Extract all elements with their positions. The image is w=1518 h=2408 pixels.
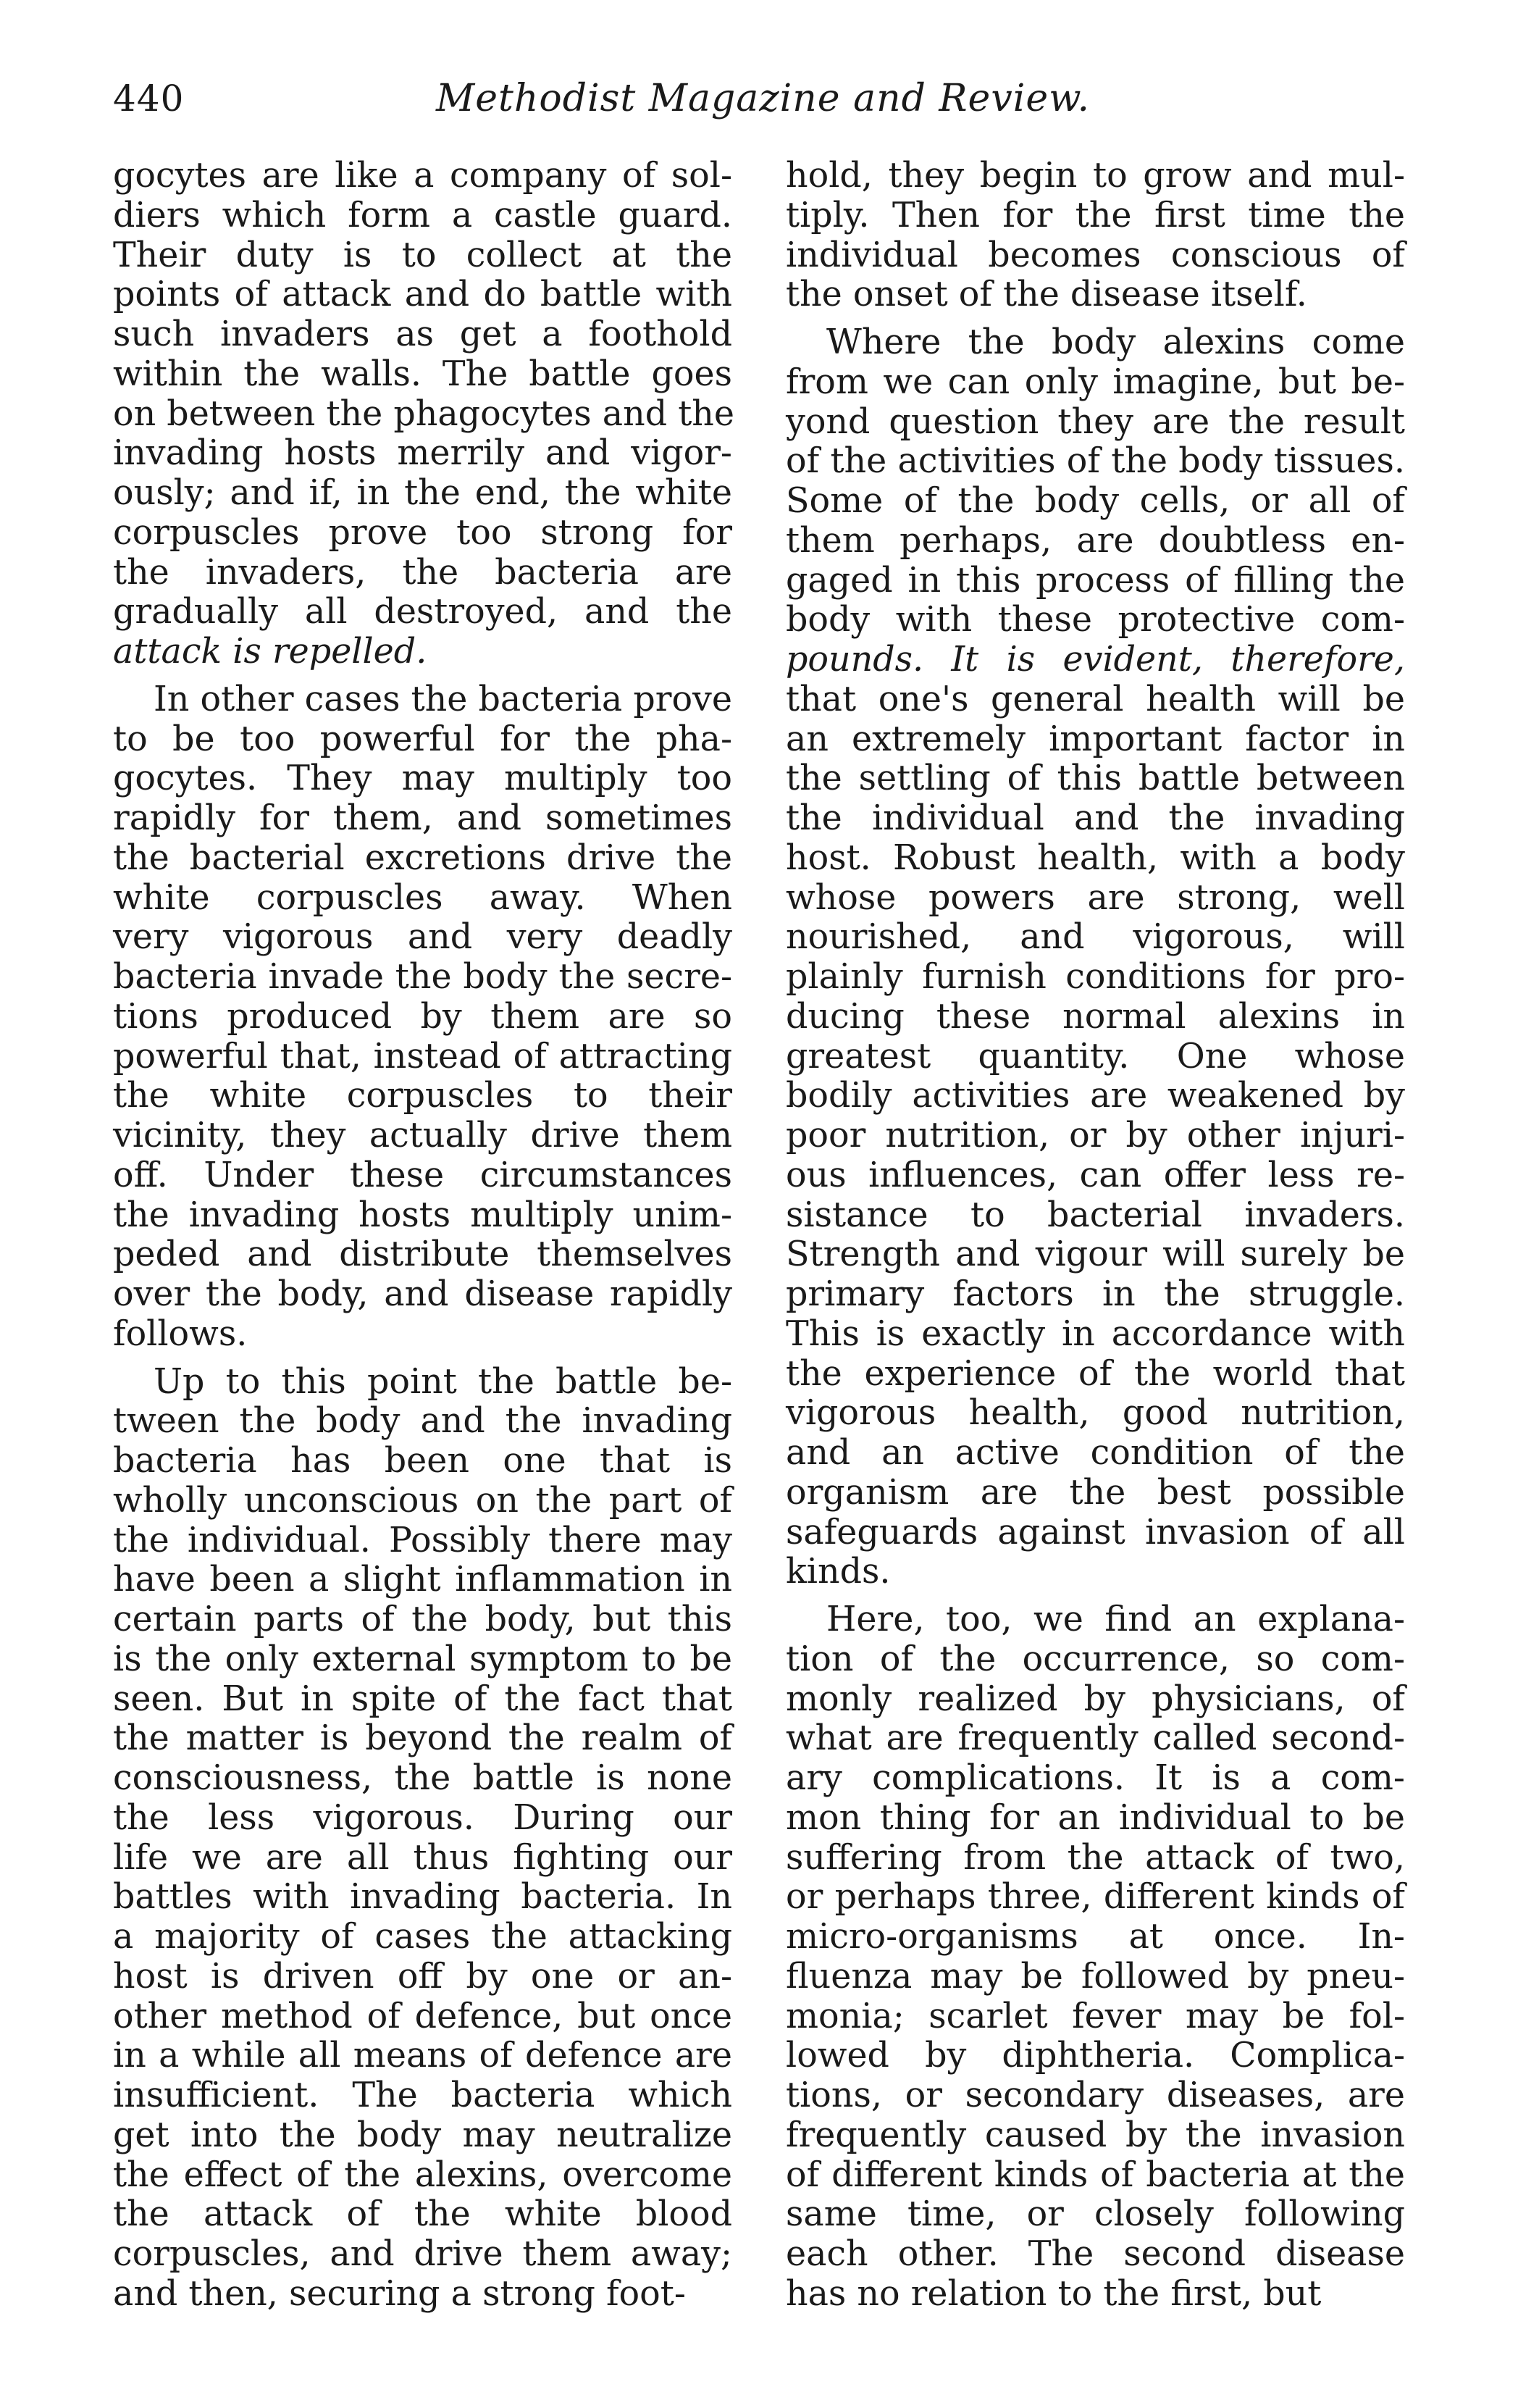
text-line: points of attack and do battle with bbox=[113, 275, 732, 315]
text-line: certain parts of the body, but this bbox=[113, 1600, 732, 1639]
text-line: and an active condition of the bbox=[786, 1433, 1405, 1473]
text-line: the bacterial excretions drive the bbox=[113, 837, 732, 878]
text-line: over the body, and disease rapidly bbox=[113, 1274, 732, 1314]
text-line: consciousness, the battle is none bbox=[113, 1758, 732, 1798]
text-line: kinds. bbox=[786, 1552, 891, 1592]
text-line: life we are all thus fighting our bbox=[113, 1837, 732, 1878]
text-line: ously; and if, in the end, the white bbox=[113, 473, 732, 513]
text-line: monia; scarlet fever may be fol- bbox=[786, 1996, 1405, 2036]
left-paragraph-1 bbox=[113, 156, 732, 672]
text-line: gocytes. They may multiply too bbox=[113, 758, 732, 799]
text-line: to be too powerful for the pha- bbox=[113, 719, 732, 759]
text-line: host is driven off by one or an- bbox=[113, 1956, 732, 1997]
text-line: gocytes are like a company of sol- bbox=[113, 156, 732, 196]
text-line: the matter is beyond the realm of bbox=[113, 1718, 732, 1759]
text-line: ary complications. It is a com- bbox=[786, 1758, 1405, 1798]
text-line: same time, or closely following bbox=[786, 2194, 1405, 2235]
text-line: other method of defence, but once bbox=[113, 1996, 732, 2036]
text-line: Their duty is to collect at the bbox=[113, 235, 732, 275]
text-line: each other. The second disease bbox=[786, 2234, 1405, 2274]
paragraph-gap bbox=[113, 1355, 732, 1363]
text-line: Strength and vigour will surely be bbox=[786, 1234, 1405, 1275]
text-line: frequently caused by the invasion bbox=[786, 2115, 1405, 2155]
text-line: an extremely important factor in bbox=[786, 719, 1405, 759]
text-line: off. Under these circumstances bbox=[113, 1155, 732, 1195]
text-line: have been a slight inflammation in bbox=[113, 1560, 732, 1600]
text-line: fluenza may be followed by pneu- bbox=[786, 1956, 1405, 1997]
text-line: Where the body alexins come bbox=[826, 322, 1405, 362]
text-line: diers which form a castle guard. bbox=[113, 195, 732, 235]
left-paragraph-2 bbox=[113, 680, 732, 1355]
text-line: lowed by diphtheria. Complica- bbox=[786, 2036, 1405, 2076]
text-line: organism are the best possible bbox=[786, 1472, 1405, 1513]
text-line: plainly furnish conditions for pro- bbox=[786, 957, 1405, 997]
text-line: vicinity, they actually drive them bbox=[113, 1116, 732, 1155]
text-line: micro-organisms at once. In- bbox=[786, 1917, 1405, 1957]
page-number: 440 bbox=[113, 78, 185, 120]
text-line: white corpuscles away. When bbox=[113, 877, 732, 918]
text-line: vigorous health, good nutrition, bbox=[786, 1393, 1405, 1434]
text-line: hold, they begin to grow and mul- bbox=[786, 156, 1405, 196]
text-line: follows. bbox=[113, 1313, 248, 1354]
text-line: the effect of the alexins, overcome bbox=[113, 2154, 732, 2195]
text-line: bacteria has been one that is bbox=[113, 1441, 732, 1481]
text-line: corpuscles, and drive them away; bbox=[113, 2234, 732, 2274]
text-line: rapidly for them, and sometimes bbox=[113, 798, 732, 838]
text-line: from we can only imagine, but be- bbox=[786, 361, 1405, 402]
text-line: them perhaps, are doubtless en- bbox=[786, 520, 1405, 561]
text-line: In other cases the bacteria prove bbox=[154, 679, 732, 719]
text-line: Up to this point the battle be- bbox=[154, 1361, 732, 1402]
text-line: ous influences, can offer less re- bbox=[786, 1155, 1405, 1195]
text-line: bacteria invade the body the secre- bbox=[113, 957, 732, 997]
text-line: in a while all means of defence are bbox=[113, 2036, 732, 2076]
text-line: mon thing for an individual to be bbox=[786, 1797, 1405, 1838]
text-line: what are frequently called second- bbox=[786, 1718, 1405, 1759]
text-line: monly realized by physicians, of bbox=[786, 1679, 1405, 1719]
text-line: tiply. Then for the first time the bbox=[786, 195, 1405, 235]
text-line: the individual and the invading bbox=[786, 798, 1405, 838]
text-line: primary factors in the struggle. bbox=[786, 1274, 1405, 1314]
text-line: powerful that, instead of attracting bbox=[113, 1036, 732, 1077]
text-line: individual becomes conscious of bbox=[786, 235, 1405, 275]
text-line: the invaders, the bacteria are bbox=[113, 552, 732, 593]
text-line: on between the phagocytes and the bbox=[113, 393, 734, 434]
text-line: insufficient. The bacteria which bbox=[113, 2075, 732, 2115]
text-line: This is exactly in accordance with bbox=[786, 1313, 1405, 1354]
text-line: tions produced by them are so bbox=[113, 996, 732, 1037]
text-line: the settling of this battle between bbox=[786, 758, 1405, 799]
text-line: yond question they are the result bbox=[786, 401, 1405, 442]
text-line: a majority of cases the attacking bbox=[113, 1917, 732, 1957]
page-header bbox=[113, 70, 1413, 127]
text-line: get into the body may neutralize bbox=[113, 2115, 732, 2155]
text-line: the onset of the disease itself. bbox=[786, 275, 1307, 315]
text-line: pounds. It is evident, therefore, bbox=[786, 640, 1405, 680]
text-line: such invaders as get a foothold bbox=[113, 314, 732, 354]
text-line: whose powers are strong, well bbox=[786, 877, 1405, 918]
text-line: poor nutrition, or by other injuri- bbox=[786, 1116, 1405, 1155]
left-paragraph-3 bbox=[113, 1363, 732, 2315]
text-line: attack is repelled. bbox=[113, 632, 427, 672]
right-paragraph-2 bbox=[786, 323, 1405, 1592]
text-line: within the walls. The battle goes bbox=[113, 354, 732, 394]
text-line: has no relation to the first, but bbox=[786, 2273, 1322, 2314]
text-line: bodily activities are weakened by bbox=[786, 1076, 1405, 1116]
text-line: tions, or secondary diseases, are bbox=[786, 2075, 1405, 2115]
text-line: or perhaps three, different kinds of bbox=[786, 1877, 1405, 1918]
text-line: gradually all destroyed, and the bbox=[113, 592, 732, 632]
text-line: ducing these normal alexins in bbox=[786, 996, 1405, 1037]
text-line: of different kinds of bacteria at the bbox=[786, 2154, 1405, 2195]
right-paragraph-3 bbox=[786, 1600, 1405, 2315]
text-line: the attack of the white blood bbox=[113, 2194, 732, 2235]
text-line: peded and distribute themselves bbox=[113, 1234, 732, 1275]
text-line: the experience of the world that bbox=[786, 1353, 1405, 1394]
text-line: the white corpuscles to their bbox=[113, 1076, 732, 1116]
text-line: that one's general health will be bbox=[786, 679, 1405, 719]
text-line: the less vigorous. During our bbox=[113, 1797, 732, 1838]
text-line: host. Robust health, with a body bbox=[786, 837, 1405, 878]
text-line: is the only external symptom to be bbox=[113, 1639, 732, 1679]
right-column bbox=[786, 156, 1405, 2315]
text-line: very vigorous and very deadly bbox=[113, 917, 732, 958]
text-line: nourished, and vigorous, will bbox=[786, 917, 1405, 958]
right-paragraph-1 bbox=[786, 156, 1405, 315]
text-line: Some of the body cells, or all of bbox=[786, 481, 1405, 521]
running-head: Methodist Magazine and Review. bbox=[436, 77, 1090, 120]
text-line: wholly unconscious on the part of bbox=[113, 1480, 732, 1521]
text-line: seen. But in spite of the fact that bbox=[113, 1679, 732, 1719]
text-line: safeguards against invasion of all bbox=[786, 1512, 1405, 1552]
text-line: the individual. Possibly there may bbox=[113, 1520, 732, 1560]
text-line: body with these protective com- bbox=[786, 600, 1405, 640]
text-line: battles with invading bacteria. In bbox=[113, 1877, 732, 1918]
text-line: the invading hosts multiply unim- bbox=[113, 1195, 732, 1235]
text-line: suffering from the attack of two, bbox=[786, 1837, 1405, 1878]
text-line: corpuscles prove too strong for bbox=[113, 512, 732, 553]
text-line: and then, securing a strong foot- bbox=[113, 2273, 686, 2314]
text-line: greatest quantity. One whose bbox=[786, 1036, 1405, 1077]
left-column bbox=[113, 156, 732, 2315]
text-line: invading hosts merrily and vigor- bbox=[113, 433, 732, 474]
text-line: Here, too, we find an explana- bbox=[826, 1600, 1405, 1639]
text-line: tion of the occurrence, so com- bbox=[786, 1639, 1405, 1679]
text-line: sistance to bacterial invaders. bbox=[786, 1195, 1405, 1235]
text-line: tween the body and the invading bbox=[113, 1401, 732, 1442]
text-line: of the activities of the body tissues. bbox=[786, 441, 1405, 482]
text-line: gaged in this process of filling the bbox=[786, 560, 1405, 601]
